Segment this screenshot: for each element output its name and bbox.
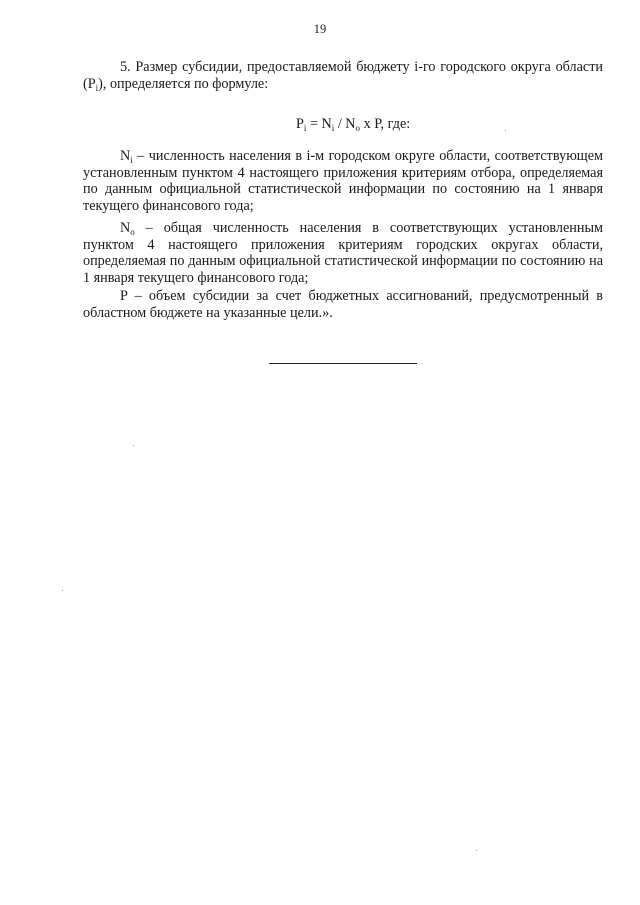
page-number: 19: [313, 22, 327, 36]
scan-speck: [505, 130, 506, 131]
definition-ni-subscript: i: [130, 155, 133, 165]
definition-p-text: P – объем субсидии за счет бюджетных ассигнований, предусмотренный в областном бюджете на указанные цели.».: [83, 288, 603, 321]
scan-speck: [62, 590, 63, 591]
definition-no-symbol: N: [120, 220, 131, 236]
paragraph-subsidy-size: [83, 59, 603, 92]
formula-eq: = N: [306, 116, 332, 132]
definition-ni: [83, 148, 603, 214]
definition-p: [83, 288, 603, 321]
formula-lhs-subscript: i: [303, 123, 307, 133]
subsidy-formula: [296, 116, 410, 133]
definition-no-text: – общая численность населения в соответствующих установленным пунктом 4 настоящего приложения критериям городских округах области, определяемая по данным официальной статистической информации по состоянию на 1 января текущего финансового года;: [83, 220, 603, 286]
definition-no-subscript: o: [130, 227, 135, 237]
definition-ni-text: – численность населения в i-м городском округе области, соответствующем установленным пунктом 4 настоящего приложения критериям отбора, определяемая по данным официальной статистической информации по состоянию на 1 января текущего финансового года;: [83, 148, 603, 214]
formula-lhs: P: [296, 116, 304, 132]
definition-ni-symbol: N: [120, 148, 131, 164]
formula-ni-subscript: i: [331, 123, 335, 133]
formula-rest: x P, где:: [360, 116, 411, 132]
paragraph-text-after: ), определяется по формуле:: [98, 75, 269, 92]
scan-speck: [476, 850, 477, 851]
definition-no: [83, 220, 603, 286]
formula-no-subscript: o: [355, 123, 361, 133]
scan-speck: [133, 445, 134, 446]
formula-div: / N: [334, 116, 356, 132]
paragraph-text-before: 5. Размер субсидии, предоставляемой бюджету i-го городского округа области (P: [83, 59, 603, 92]
paragraph-subscript: i: [95, 82, 99, 93]
closing-rule: [269, 363, 417, 364]
